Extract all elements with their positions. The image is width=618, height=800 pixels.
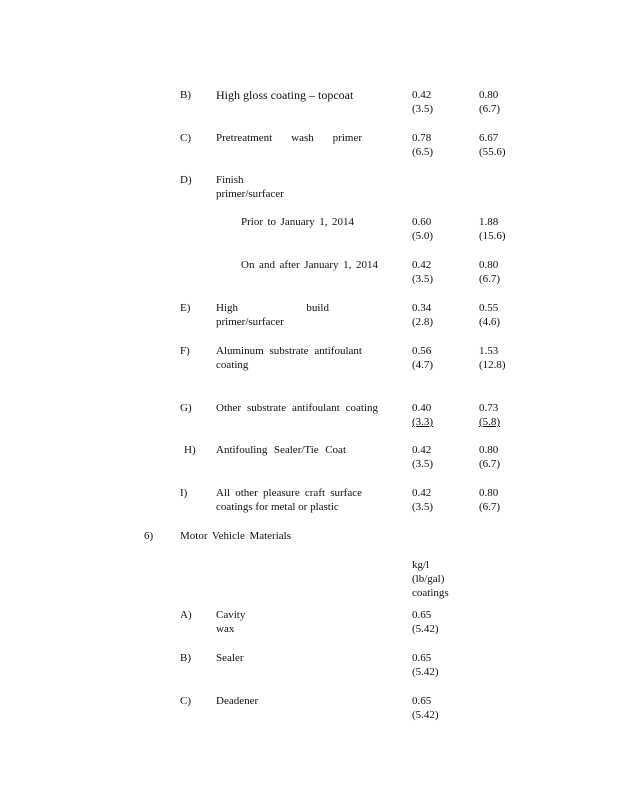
item-letter: H) [184,444,196,456]
limit-value-1: 0.42 [412,444,432,456]
sub-item-description: On and after January 1, 2014 [241,259,378,271]
item-description: High gloss coating – topcoat [216,88,354,102]
section-title: Motor Vehicle Materials [180,530,291,542]
item-description: Other substrate antifoulant coating [216,402,378,414]
item-description: Antifouling Sealer/Tie Coat [216,444,346,456]
item-letter: I) [180,487,188,499]
limit-value-1-lbgal: (3.5) [412,458,434,470]
limit-value-1: 0.78 [412,132,432,144]
limit-value-1-lbgal: (5.42) [412,709,439,721]
item-letter: D) [180,174,192,186]
limit-value-2-lbgal: (12.8) [479,359,506,371]
item-description: Aluminum substrate antifoulant coating [216,345,362,371]
units-header-line: kg/l [412,559,430,571]
item-letter: G) [180,402,192,414]
limit-value-1: 0.65 [412,609,432,621]
item-description: Cavity wax [216,609,246,635]
item-letter: C) [180,132,191,144]
limit-value-2-lbgal: (6.7) [479,501,501,513]
limit-value-1: 0.65 [412,652,432,664]
limit-value-2: 0.73 [479,402,499,414]
limit-value-1-lbgal: (5.42) [412,623,439,635]
limit-value-1-lbgal: (2.8) [412,316,434,328]
limit-value-2: 0.80 [479,444,499,456]
limit-value-2: 1.53 [479,345,499,357]
item-letter: B) [180,89,191,101]
limit-value-1: 0.65 [412,695,432,707]
item-letter: F) [180,345,190,357]
limit-value-2-lbgal: (4.6) [479,316,501,328]
limit-value-2: 0.80 [479,259,499,271]
item-description: High build primer/surfacer [216,302,329,328]
limit-value-2: 6.67 [479,132,499,144]
limit-value-2: 0.55 [479,302,499,314]
limit-value-1: 0.42 [412,487,432,499]
limit-value-1: 0.34 [412,302,432,314]
limit-value-1-lbgal: (5.0) [412,230,434,242]
item-letter: A) [180,609,192,621]
limit-value-2: 0.80 [479,487,499,499]
limit-value-1: 0.42 [412,89,432,101]
limit-value-1-lbgal: (6.5) [412,146,434,158]
limit-value-1: 0.60 [412,216,432,228]
item-letter: E) [180,302,191,314]
item-description: All other pleasure craft surface coatings for metal or plastic [216,487,362,513]
limit-value-2-lbgal: (6.7) [479,458,501,470]
item-letter: B) [180,652,191,664]
limit-value-2-lbgal: (55.6) [479,146,506,158]
limit-value-1-lbgal: (3.5) [412,501,434,513]
limit-value-2-lbgal: (5.8) [479,416,501,428]
limit-value-2-lbgal: (15.6) [479,230,506,242]
limit-value-1-lbgal: (3.5) [412,103,434,115]
section-number: 6) [144,530,154,542]
item-description: Sealer [216,652,244,664]
item-description: Deadener [216,695,259,707]
limit-value-1: 0.42 [412,259,432,271]
sub-item-description: Prior to January 1, 2014 [241,216,354,228]
limit-value-1: 0.56 [412,345,432,357]
limit-value-1-lbgal: (3.3) [412,416,434,428]
units-header-line: (lb/gal) [412,573,445,585]
limit-value-1-lbgal: (5.42) [412,666,439,678]
limit-value-2-lbgal: (6.7) [479,273,501,285]
item-description: Pretreatment wash primer [216,132,362,144]
limit-value-1-lbgal: (3.5) [412,273,434,285]
item-letter: C) [180,695,191,707]
limit-value-1-lbgal: (4.7) [412,359,434,371]
limit-value-1: 0.40 [412,402,432,414]
limit-value-2: 1.88 [479,216,499,228]
units-header-line: coatings [412,587,449,599]
limit-value-2: 0.80 [479,89,499,101]
item-description: Finish primer/surfacer [216,174,284,200]
limit-value-2-lbgal: (6.7) [479,103,501,115]
